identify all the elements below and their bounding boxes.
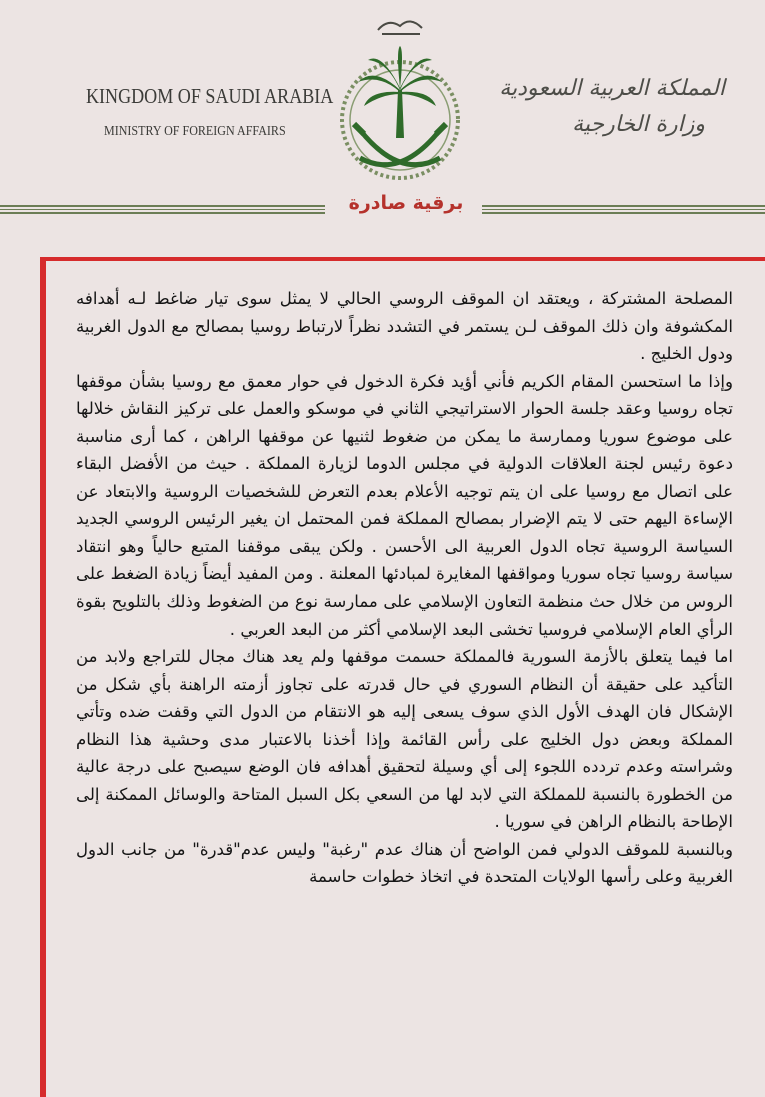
paragraph: وإذا ما استحسن المقام الكريم فأني أؤيد فكرة الدخول في حوار معمق مع روسيا بشأن موقفها تجاه روسيا وعقد جلسة الحوار الاستراتيجي الثاني في موسكو والعمل على تركيز النقاش خلالها على موضوع سوريا وممارسة ما يمكن من ضغوط لثنيها عن موقفها الراهن ، كما أرى مناسبة دعوة رئيس لجنة العلاقات الدولية في مجلس الدوما لزيارة المملكة . حيث من الأفضل البقاء على اتصال مع روسيا على ان يتم توجيه الأعلام بعدم التعرض للشخصيات الروسية والابتعاد عن الإساءة اليهم حتى لا يتم الإضرار بمصالح المملكة فمن المحتمل ان يغير الرئيس الروسي الجديد السياسة الروسية تجاه الدول العربية الى الأحسن . ولكن يبقى موقفنا المتبع حالياً وهو انتقاد سياسة روسيا تجاه سوريا ومواقفها المغايرة لمبادئها المعلنة . ومن المفيد أيضاً زيادة الضغط على الروس من خلال حث منظمة التعاون الإسلامي على ممارسة نوع من الضغوط وذلك بالتلويح بقوة الرأي العام الإسلامي فروسيا تخشى البعد الإسلامي أكثر من البعد العربي . — [76, 371, 733, 639]
kingdom-name-english: KINGDOM OF SAUDI ARABIA — [86, 84, 334, 108]
ministry-name-english: MINISTRY OF FOREIGN AFFAIRS — [104, 124, 286, 139]
document-body — [76, 285, 733, 891]
paragraph: وبالنسبة للموقف الدولي فمن الواضح أن هناك عدم "رغبة" وليس عدم"قدرة" من جانب الدول الغربية وعلى رأسها الولايات المتحدة في اتخاذ خطوات حاسمة — [76, 839, 733, 887]
paragraph: المصلحة المشتركة ، ويعتقد ان الموقف الروسي الحالي لا يمثل سوى تيار ضاغط لـه أهدافه المكشوفة وان ذلك الموقف لـن يستمر في التشدد نظراً لارتباط روسيا بمصالح مع الدول الغربية ودول الخليج . — [76, 289, 733, 364]
header-rule-right — [482, 205, 765, 214]
paragraph: اما فيما يتعلق بالأزمة السورية فالمملكة حسمت موقفها ولم يعد هناك مجال للتراجع ولابد من التأكيد على حقيقة أن النظام السوري في حال قدرته على تجاوز أزمته الراهنة بأي شكل من الإشكال فان الهدف الأول الذي سوف يسعى إليه هو الانتقام من الدول التي وقفت ضده وتأتي المملكة وبعض دول الخليج على رأس القائمة وإذا أخذنا بالاعتبار مدى وحشية هذا النظام وشراسته وعدم تردده اللجوء إلى أي وسيلة لتحقيق أهدافه فان الوضع سيصبح على درجة عالية من الخطورة بالنسبة للمملكة التي لابد لها من السعي بكل السبل المتاحة والوسائل الممكنة إلى الإطاحة بالنظام الراهن في سوريا . — [76, 647, 733, 832]
kingdom-name-arabic: المملكة العربية السعودية — [499, 76, 725, 101]
header-rule-left — [0, 205, 325, 214]
saudi-emblem-icon — [330, 10, 470, 190]
ministry-name-arabic: وزارة الخارجية — [572, 112, 705, 137]
letterhead — [0, 0, 765, 260]
document-type-label: برقية صادرة — [348, 192, 464, 214]
